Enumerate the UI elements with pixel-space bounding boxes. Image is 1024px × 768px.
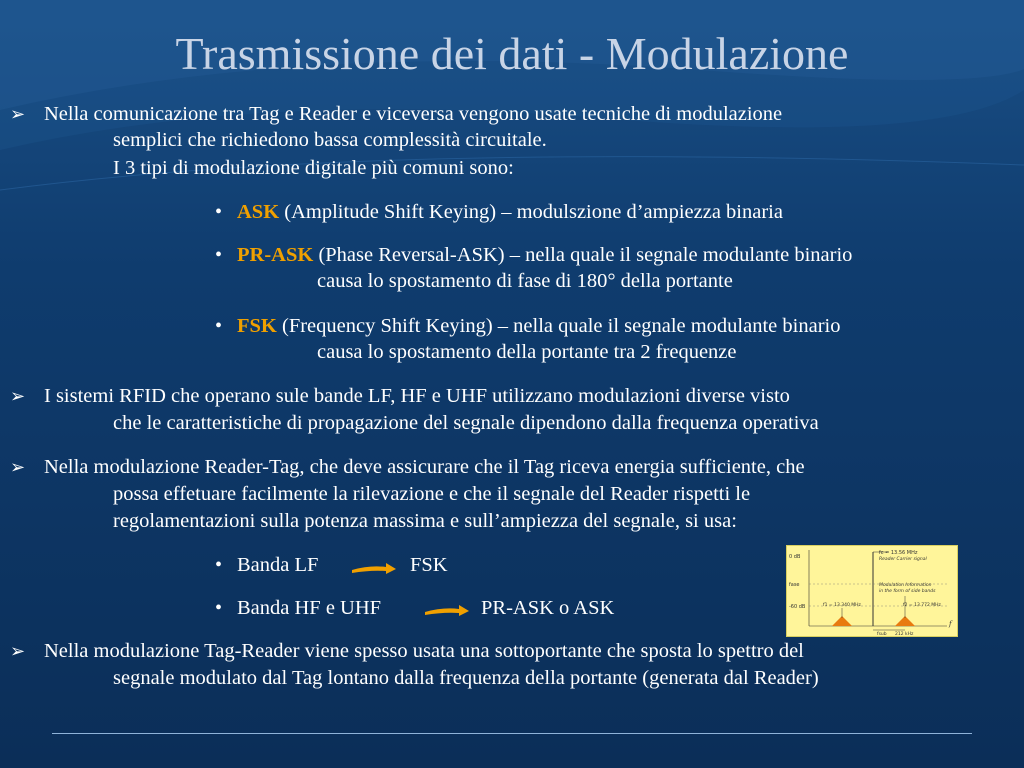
- sub-ask-text: (Amplitude Shift Keying) – modulszione d’ampiezza binaria: [279, 201, 783, 223]
- fig-carrier: fc = 13.56 MHz: [879, 550, 918, 556]
- fig-bottom1: fsub: [877, 632, 887, 636]
- sub-ask: [237, 199, 783, 225]
- slide-title: Trasmissione dei dati - Modulazione: [175, 28, 849, 79]
- arrow-bullet-icon: ➢: [10, 641, 26, 661]
- bullet3-line2: possa effetuare facilmente la rilevazione e che il segnale del Reader rispetti le: [113, 483, 751, 505]
- right-arrow-icon: [423, 603, 471, 619]
- band-lf-label: Banda LF: [237, 554, 319, 576]
- bullet1-line3: I 3 tipi di modulazione digitale più comuni sono:: [113, 157, 514, 179]
- spectrum-diagram: [787, 546, 957, 636]
- fig-note2: in the form of side bands: [879, 589, 936, 594]
- band-lf-result: FSK: [410, 554, 448, 576]
- bullet3-line1: Nella modulazione Reader-Tag, che deve assicurare che il Tag riceva energia sufficiente, che: [44, 456, 805, 478]
- arrow-bullet-icon: ➢: [10, 457, 26, 477]
- bullet4-line1: Nella modulazione Tag-Reader viene spesso usata una sottoportante che sposta lo spettro del: [44, 640, 804, 662]
- fig-ylabel-2: -60 dB: [789, 604, 806, 610]
- keyword-ask: ASK: [237, 201, 280, 223]
- keyword-prask: PR-ASK: [237, 244, 314, 266]
- fig-ylabel-1: fase: [789, 582, 800, 588]
- dot-bullet-icon: •: [215, 597, 223, 619]
- arrow-bullet-icon: ➢: [10, 386, 26, 406]
- fig-note1: Modulation Information: [879, 583, 932, 588]
- fig-bottom2: 212 kHz: [895, 632, 914, 636]
- dot-bullet-icon: •: [215, 554, 223, 576]
- fig-right-freq: f2 = 13.772 MHz: [903, 603, 941, 608]
- dot-bullet-icon: •: [215, 244, 223, 266]
- spectrum-figure: [786, 545, 958, 637]
- sub-fsk-text: (Frequency Shift Keying) – nella quale il segnale modulante binario: [276, 315, 841, 337]
- sub-prask: [237, 242, 852, 268]
- bullet1-line2: semplici che richiedono bassa complessità circuitale.: [113, 129, 547, 151]
- arrow-bullet-icon: ➢: [10, 104, 26, 124]
- keyword-fsk: FSK: [237, 315, 277, 337]
- fig-left-freq: f1 = 13.340 MHz: [823, 603, 861, 608]
- fig-axis-f: f: [949, 620, 952, 628]
- bullet2-line1: I sistemi RFID che operano sule bande LF, HF e UHF utilizzano modulazioni diverse visto: [44, 385, 790, 407]
- band-hf-result: PR-ASK o ASK: [481, 597, 615, 619]
- bullet4-line2: segnale modulato dal Tag lontano dalla frequenza della portante (generata dal Reader): [113, 667, 819, 689]
- fig-carrier-sub: Reader Carrier signal: [879, 557, 927, 562]
- sub-prask-text: (Phase Reversal-ASK) – nella quale il segnale modulante binario: [313, 244, 853, 266]
- bullet1-line1: Nella comunicazione tra Tag e Reader e viceversa vengono usate tecniche di modulazione: [44, 103, 783, 125]
- dot-bullet-icon: •: [215, 201, 223, 223]
- right-arrow-icon: [350, 561, 398, 577]
- bullet3-line3: regolamentazioni sulla potenza massima e sull’ampiezza del segnale, si usa:: [113, 510, 737, 532]
- footer-divider: [52, 733, 972, 734]
- sub-fsk-line2: causa lo spostamento della portante tra 2 frequenze: [317, 341, 737, 363]
- sub-fsk: [237, 313, 840, 339]
- dot-bullet-icon: •: [215, 315, 223, 337]
- bullet2-line2: che le caratteristiche di propagazione del segnale dipendono dalla frequenza operativa: [113, 412, 819, 434]
- band-hf-label: Banda HF e UHF: [237, 597, 382, 619]
- sub-prask-line2: causa lo spostamento di fase di 180° della portante: [317, 270, 733, 292]
- fig-ylabel-0: 0 dB: [789, 554, 801, 560]
